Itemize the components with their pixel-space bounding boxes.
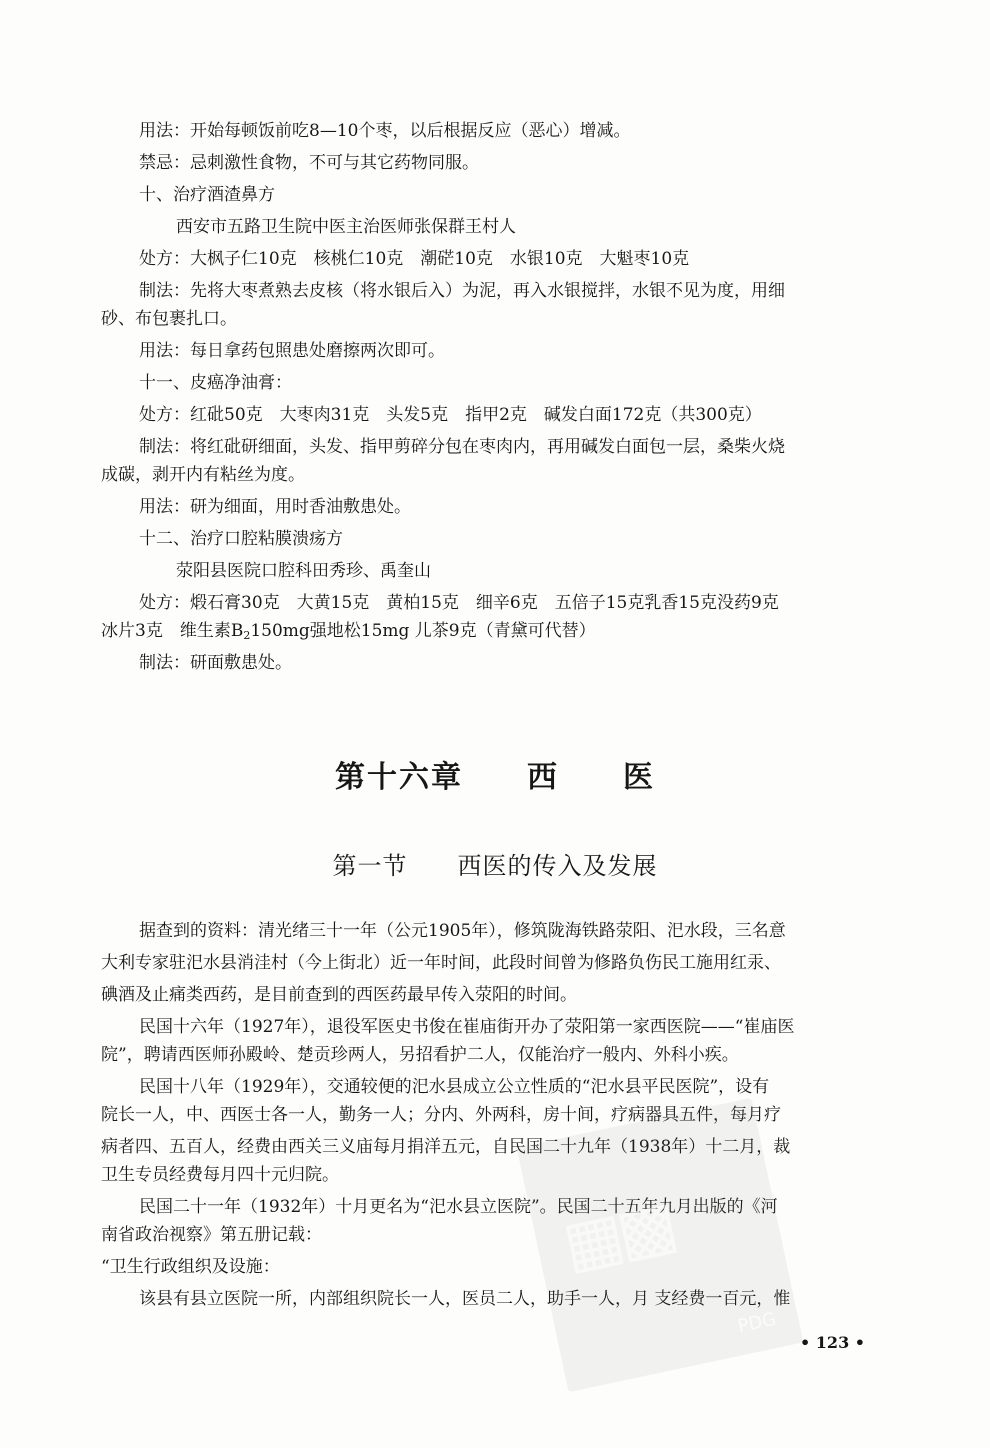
seal-pdg-text: PDG [735,1308,779,1338]
subscript-2: 2 [243,629,251,642]
chapter-title: 第十六章 西 医 [335,760,655,795]
prescription-line-12b [101,620,596,647]
paragraph-line-8: 病者四、五百人，经费由西关三义庙每月捐洋五元，自民国二十九年（1938年）十二月，裁 [101,1137,791,1157]
preparation-line-10b: 砂、布包裹扎口。 [101,309,237,329]
paragraph-line-6: 民国十八年（1929年），交通较便的汜水县成立公立性质的“汜水县平民医院”，设有 [139,1077,770,1097]
formula-heading-12: 十二、治疗口腔粘膜溃疡方 [139,529,343,549]
paragraph-line-5: 院”，聘请西医师孙殿岭、楚贡珍两人，另招看护二人，仅能治疗一般内、外科小疾。 [101,1045,739,1065]
page-number: • 123 • [800,1333,865,1352]
paragraph-line-9: 卫生专员经费每月四十元归院。 [101,1165,339,1185]
usage-line-11: 用法：研为细面，用时香油敷患处。 [139,497,411,517]
contraindication-line: 禁忌：忌刺激性食物，不可与其它药物同服。 [139,153,479,173]
preparation-line-12: 制法：研面敷患处。 [139,653,292,673]
paragraph-line-3: 碘酒及止痛类西药，是目前查到的西医药最早传入荥阳的时间。 [101,985,577,1005]
paragraph-line-11: 南省政治视察》第五册记载： [101,1225,322,1245]
prescription-line-12b-start: 冰片3克 维生素B [101,621,244,641]
seal-glyphs: ▦▩ [556,1188,679,1284]
paragraph-line-2: 大利专家驻汜水县消洼村（今上街北）近一年时间，此段时间曾为修路负伤民工施用红汞、 [101,953,781,973]
paragraph-line-10: 民国二十一年（1932年）十月更名为“汜水县立医院”。民国二十五年九月出版的《河 [139,1197,778,1217]
usage-line-1: 用法：开始每顿饭前吃8—10个枣，以后根据反应（恶心）增减。 [139,121,631,141]
formula-heading-10: 十、治疗酒渣鼻方 [139,185,275,205]
paragraph-line-13: 该县有县立医院一所，内部组织院长一人，医员二人，助手一人，月 支经费一百元，惟 [139,1289,791,1309]
prescription-line-12b-end: 150mg强地松15mg 儿茶9克（青黛可代替） [250,621,596,641]
paragraph-line-1: 据查到的资料：清光绪三十一年（公元1905年），修筑陇海铁路荥阳、汜水段，三名意 [139,921,786,941]
usage-line-10: 用法：每日拿药包照患处磨擦两次即可。 [139,341,445,361]
prescription-line-12a: 处方：煅石膏30克 大黄15克 黄柏15克 细辛6克 五倍子15克乳香15克没药9克 [139,593,779,613]
paragraph-line-7: 院长一人，中、西医士各一人，勤务一人；分内、外两科，房十间，疗病器具五件，每月疗 [101,1105,781,1125]
formula-source-10: 西安市五路卫生院中医主治医师张保群王村人 [176,217,516,237]
formula-source-12: 荥阳县医院口腔科田秀珍、禹奎山 [176,561,431,581]
paragraph-line-4: 民国十六年（1927年），退役军医史书俊在崔庙街开办了荥阳第一家西医院——“崔庙医 [139,1017,795,1037]
formula-heading-11: 十一、皮癌净油膏： [139,373,292,393]
preparation-line-10a: 制法：先将大枣煮熟去皮核（将水银后入）为泥，再入水银搅拌，水银不见为度，用细 [139,281,785,301]
preparation-line-11a: 制法：将红砒研细面，头发、指甲剪碎分包在枣肉内，再用碱发白面包一层，桑柴火烧 [139,437,785,457]
paragraph-line-12: “卫生行政组织及设施： [101,1257,280,1277]
library-seal-watermark [517,1098,804,1392]
prescription-line-11: 处方：红砒50克 大枣肉31克 头发5克 指甲2克 碱发白面172克（共300克） [139,405,762,425]
preparation-line-11b: 成碳，剥开内有粘丝为度。 [101,465,305,485]
section-title: 第一节 西医的传入及发展 [332,852,658,880]
prescription-line-10: 处方：大枫子仁10克 核桃仁10克 潮硭10克 水银10克 大魁枣10克 [139,249,690,269]
